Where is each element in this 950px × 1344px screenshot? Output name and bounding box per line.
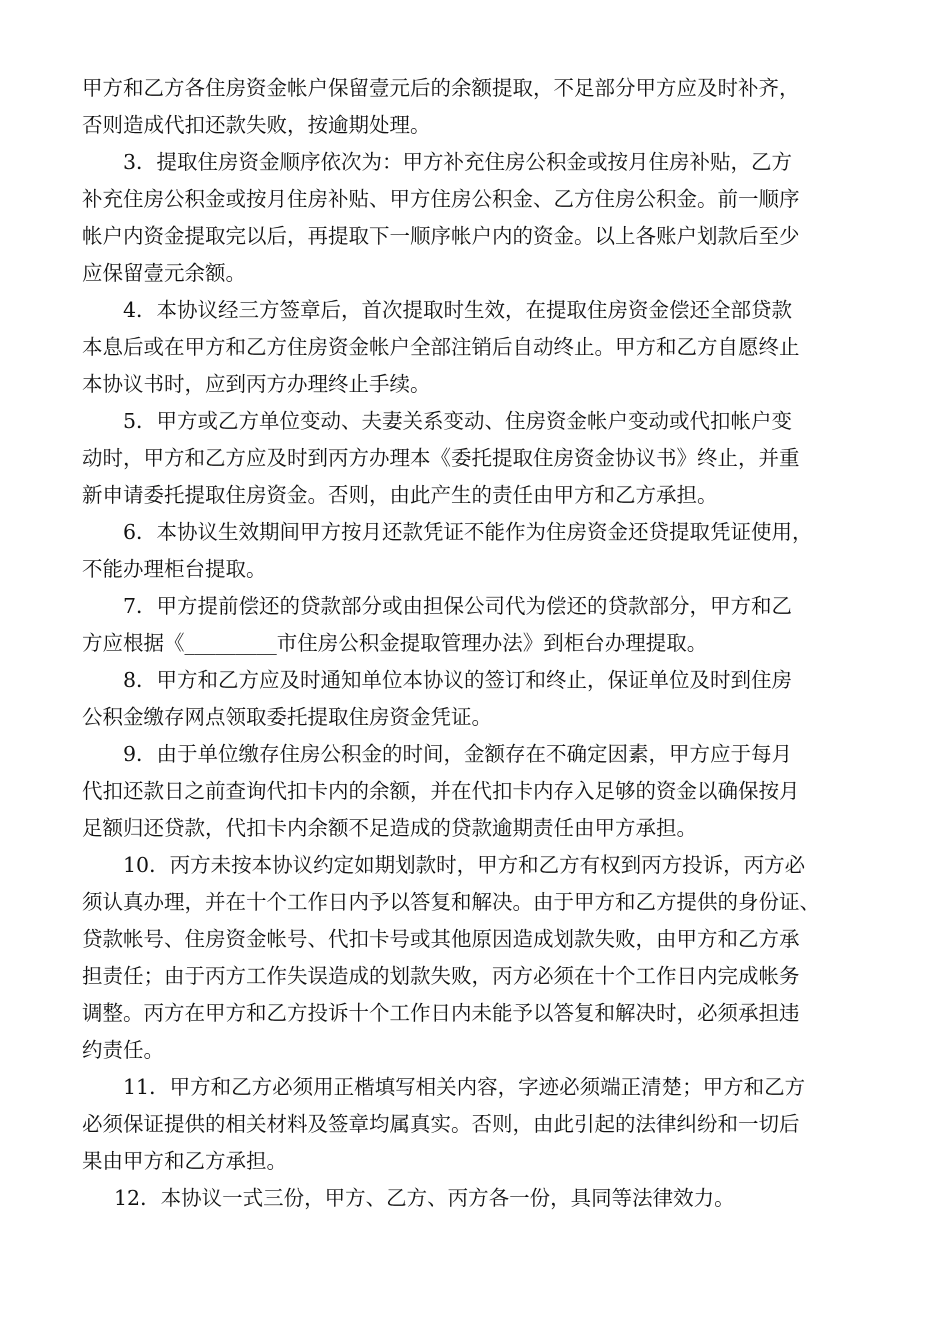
text-line: 须认真办理，并在十个工作日内予以答复和解决。由于甲方和乙方提供的身份证、 bbox=[82, 890, 820, 914]
text-line: 担责任；由于丙方工作失误造成的划款失败，丙方必须在十个工作日内完成帐务 bbox=[82, 964, 800, 988]
clause-9-line: 9．由于单位缴存住房公积金的时间，金额存在不确定因素，甲方应于每月 bbox=[123, 742, 793, 766]
text-line: 否则造成代扣还款失败，按逾期处理。 bbox=[82, 113, 431, 137]
text-line: 应保留壹元余额。 bbox=[82, 261, 246, 285]
text-line: 贷款帐号、住房资金帐号、代扣卡号或其他原因造成划款失败，由甲方和乙方承 bbox=[82, 927, 800, 951]
clause-6-line: 6．本协议生效期间甲方按月还款凭证不能作为住房资金还贷提取凭证使用， bbox=[123, 520, 813, 544]
clause-4-line: 4．本协议经三方签章后，首次提取时生效，在提取住房资金偿还全部贷款 bbox=[123, 298, 793, 322]
clause-11-line: 11．甲方和乙方必须用正楷填写相关内容，字迹必须端正清楚；甲方和乙方 bbox=[123, 1075, 806, 1099]
text-line: 本协议书时，应到丙方办理终止手续。 bbox=[82, 372, 431, 396]
text-line: 本息后或在甲方和乙方住房资金帐户全部注销后自动终止。甲方和乙方自愿终止 bbox=[82, 335, 800, 359]
text-line: 约责任。 bbox=[82, 1038, 164, 1062]
document-body bbox=[82, 70, 882, 1217]
text-line: 方应根据《_________市住房公积金提取管理办法》到柜台办理提取。 bbox=[82, 631, 708, 655]
clause-10-line: 10．丙方未按本协议约定如期划款时，甲方和乙方有权到丙方投诉，丙方必 bbox=[123, 853, 806, 877]
text-line: 甲方和乙方各住房资金帐户保留壹元后的余额提取，不足部分甲方应及时补齐， bbox=[82, 76, 800, 100]
clause-3-line: 3．提取住房资金顺序依次为：甲方补充住房公积金或按月住房补贴，乙方 bbox=[123, 150, 793, 174]
text-line: 帐户内资金提取完以后，再提取下一顺序帐户内的资金。以上各账户划款后至少 bbox=[82, 224, 800, 248]
clause-8-line: 8．甲方和乙方应及时通知单位本协议的签订和终止，保证单位及时到住房 bbox=[123, 668, 793, 692]
text-line: 不能办理柜台提取。 bbox=[82, 557, 267, 581]
text-line: 代扣还款日之前查询代扣卡内的余额，并在代扣卡内存入足够的资金以确保按月 bbox=[82, 779, 800, 803]
text-line: 公积金缴存网点领取委托提取住房资金凭证。 bbox=[82, 705, 492, 729]
text-line: 果由甲方和乙方承担。 bbox=[82, 1149, 287, 1173]
text-line: 足额归还贷款，代扣卡内余额不足造成的贷款逾期责任由甲方承担。 bbox=[82, 816, 697, 840]
text-line: 动时，甲方和乙方应及时到丙方办理本《委托提取住房资金协议书》终止，并重 bbox=[82, 446, 800, 470]
text-line: 新申请委托提取住房资金。否则，由此产生的责任由甲方和乙方承担。 bbox=[82, 483, 718, 507]
clause-7-line: 7．甲方提前偿还的贷款部分或由担保公司代为偿还的贷款部分，甲方和乙 bbox=[123, 594, 793, 618]
clause-12-line: 12．本协议一式三份，甲方、乙方、丙方各一份，具同等法律效力。 bbox=[114, 1186, 735, 1210]
text-line: 调整。丙方在甲方和乙方投诉十个工作日内未能予以答复和解决时，必须承担违 bbox=[82, 1001, 800, 1025]
text-line: 补充住房公积金或按月住房补贴、甲方住房公积金、乙方住房公积金。前一顺序 bbox=[82, 187, 800, 211]
clause-5-line: 5．甲方或乙方单位变动、夫妻关系变动、住房资金帐户变动或代扣帐户变 bbox=[123, 409, 793, 433]
text-line: 必须保证提供的相关材料及签章均属真实。否则，由此引起的法律纠纷和一切后 bbox=[82, 1112, 800, 1136]
